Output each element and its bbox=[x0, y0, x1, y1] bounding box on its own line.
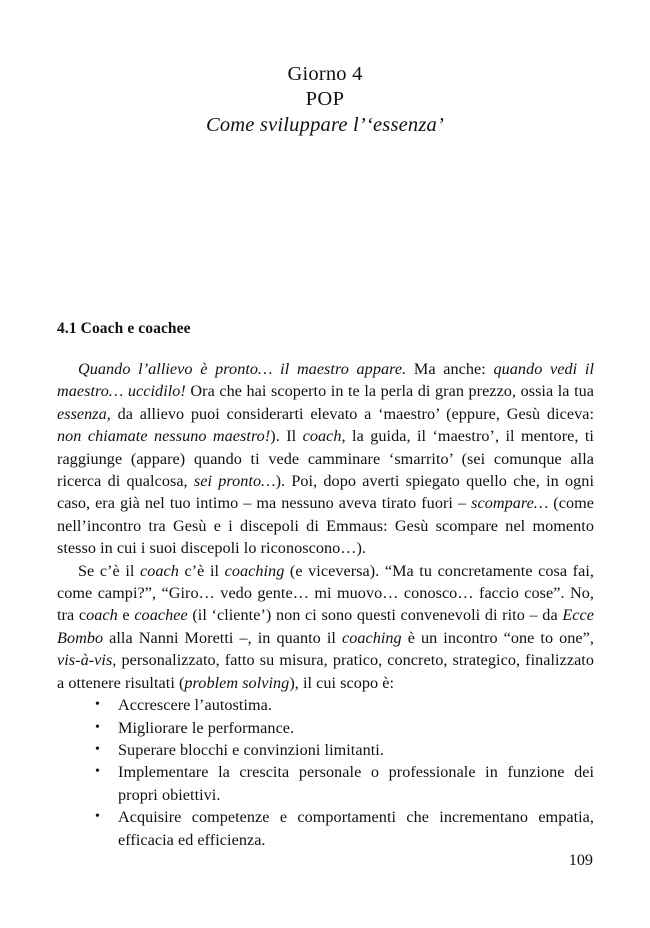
list-item-label: Accrescere l’autostima. bbox=[118, 696, 272, 715]
paragraph-1: Quando l’allievo è pronto… il maestro appare. Ma anche: quando vedi il maestro… uccidilo! Ora che hai scoperto in te la perla di gran prezzo, ossia la tua essenza, da allievo puoi considerarti elevato a ‘maestro’ (eppure, Gesù diceva: non chiamate nessuno maestro!). Il coach, la guida, il ‘maestro’, il mentore, ti raggiunge (appare) quando ti vede camminare ‘smarrito’ (sei comunque alla ricerca di qualcosa, sei pronto…). Poi, dopo averti spiegato quello che, in ogni caso, era già nel tuo intimo – ma nessuno aveva tirato fuori – scompare… (come nell’incontro tra Gesù e i discepoli di Emmaus: Gesù scompare nel momento stesso in cui i suoi discepoli lo riconoscono…). bbox=[57, 360, 595, 558]
chapter-title-block bbox=[57, 62, 593, 139]
emphasis-text: essenza, bbox=[57, 404, 111, 423]
body-text-area bbox=[57, 358, 594, 851]
section-heading: 4.1 Coach e coachee bbox=[57, 320, 191, 337]
page-number: 109 bbox=[568, 851, 593, 869]
emphasis-text: coaching bbox=[224, 561, 285, 580]
bullet-icon: • bbox=[95, 719, 100, 735]
emphasis-text: problem solving bbox=[184, 673, 290, 692]
emphasis-text: Ecce Bombo bbox=[57, 606, 594, 647]
bullet-icon: • bbox=[95, 697, 100, 713]
bullet-icon: • bbox=[95, 764, 100, 780]
emphasis-text: coachee bbox=[134, 606, 188, 625]
list-item-label: Acquisire competenze e comportamenti che incrementano empatia, efficacia ed efficienza. bbox=[118, 808, 594, 849]
paragraph-2: Se c’è il coach c’è il coaching (e viceversa). “Ma tu concretamente cosa fai, come campi?”, “Giro… vedo gente… mi muovo… conosco… faccio cose”. No, tra coach e coachee (il ‘cliente’) non ci sono questi convenevoli di rito – da Ecce Bombo alla Nanni Moretti –, in quanto il coaching è un incontro “one to one”, vis-à-vis, personalizzato, fatto su misura, pratico, concreto, strategico, finalizzato a ottenere risultati (problem solving), il cui scopo è: bbox=[57, 561, 594, 692]
chapter-title-subtitle: Come sviluppare l’‘essenza’ bbox=[205, 114, 445, 136]
emphasis-text: oach bbox=[86, 606, 118, 625]
chapter-title-day: Giorno 4 bbox=[287, 63, 363, 85]
emphasis-text: quando vedi il maestro… uccidilo! bbox=[57, 360, 594, 401]
list-item bbox=[57, 717, 594, 739]
emphasis-text: coach, bbox=[302, 427, 346, 446]
bullet-icon: • bbox=[95, 809, 100, 825]
emphasis-text: Quando l’allievo è pronto… il maestro appare. bbox=[78, 360, 407, 378]
list-item bbox=[57, 694, 594, 716]
list-item bbox=[57, 761, 594, 806]
bullet-icon: • bbox=[95, 741, 100, 757]
emphasis-text: scompare… bbox=[471, 494, 549, 513]
list-item-label: Superare blocchi e convinzioni limitanti. bbox=[118, 740, 384, 759]
emphasis-text: vis-à-vis, bbox=[57, 651, 117, 670]
emphasis-text: non chiamate nessuno maestro! bbox=[57, 427, 271, 446]
objectives-list bbox=[57, 694, 594, 851]
list-item-label: Implementare la crescita personale o professionale in funzione dei propri obiettivi. bbox=[118, 763, 594, 804]
emphasis-text: sei pronto… bbox=[193, 472, 276, 491]
chapter-title-acronym: POP bbox=[305, 88, 345, 110]
emphasis-text: coaching bbox=[341, 628, 402, 647]
list-item bbox=[57, 806, 594, 851]
emphasis-text: coach bbox=[140, 561, 179, 580]
list-item bbox=[57, 739, 594, 761]
list-item-label: Migliorare le performance. bbox=[118, 718, 295, 737]
